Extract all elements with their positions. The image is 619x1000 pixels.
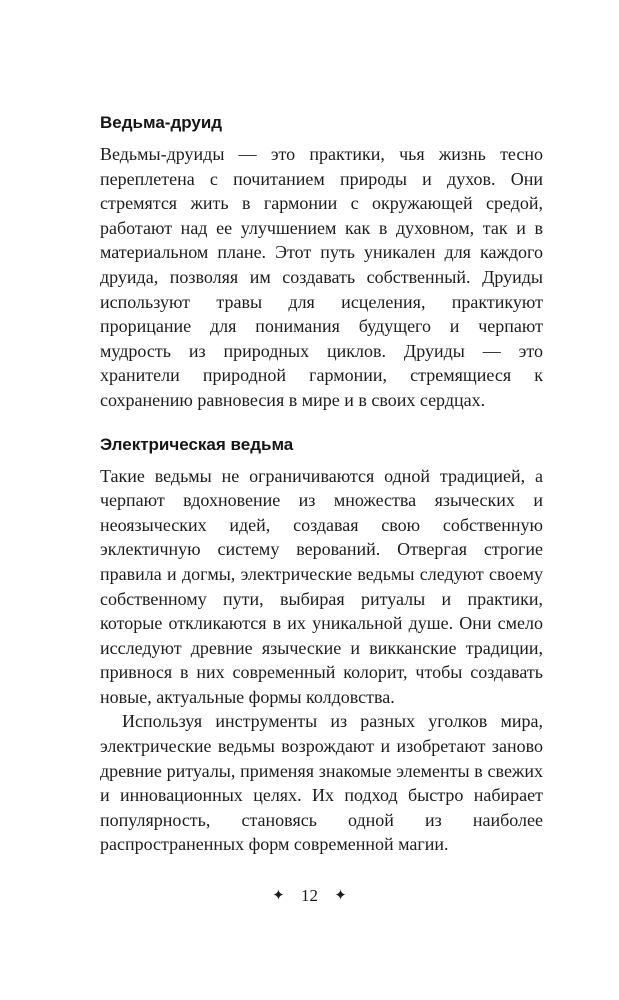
section-druid-witch (100, 112, 543, 413)
paragraph: Ведьмы-друиды — это практики, чья жизнь тесно переплетена с почитанием природы и духов. Они стремятся жить в гармонии с окружающей средой, работают над ее улучшением как в духовном, так и в материальном плане. Этот путь уникален для каждого друида, позволяя им создавать собственный. Друиды используют травы для исцеления, практикуют прорицание для понимания будущего и черпают мудрость из природных циклов. Друиды — это хранители природной гармонии, стремящиеся к сохранению равновесия в мире и в своих сердцах. (100, 144, 543, 410)
section-electric-witch (100, 434, 543, 858)
page-footer (0, 884, 619, 907)
section-heading: Электрическая ведьма (100, 434, 294, 454)
paragraph: Такие ведьмы не ограничиваются одной традицией, а черпают вдохновение из множества языческих и неоязыческих идей, создавая свою собственную эклектичную систему верований. Отвергая строгие правила и догмы, электрические ведьмы следуют своему собственному пути, выбирая ритуалы и практики, которые откликаются в их уникальной душе. Они смело исследуют древние языческие и викканские традиции, привнося в них современный колорит, чтобы создавать новые, актуальные формы колдовства. (100, 465, 543, 707)
page-body (100, 112, 543, 878)
section-heading: Ведьма-друид (100, 113, 223, 132)
star-ornament-icon: ✦ (334, 886, 347, 904)
page-number: 12 (301, 886, 318, 905)
paragraph: Используя инструменты из разных уголков мира, электрические ведьмы возрождают и изобретают заново древние ритуалы, применяя знакомые элементы в свежих и инновационных целях. Их подход быстро набирает популярность, становясь одной из наиболее распространенных форм современной магии. (100, 711, 543, 855)
star-ornament-icon: ✦ (272, 886, 285, 904)
